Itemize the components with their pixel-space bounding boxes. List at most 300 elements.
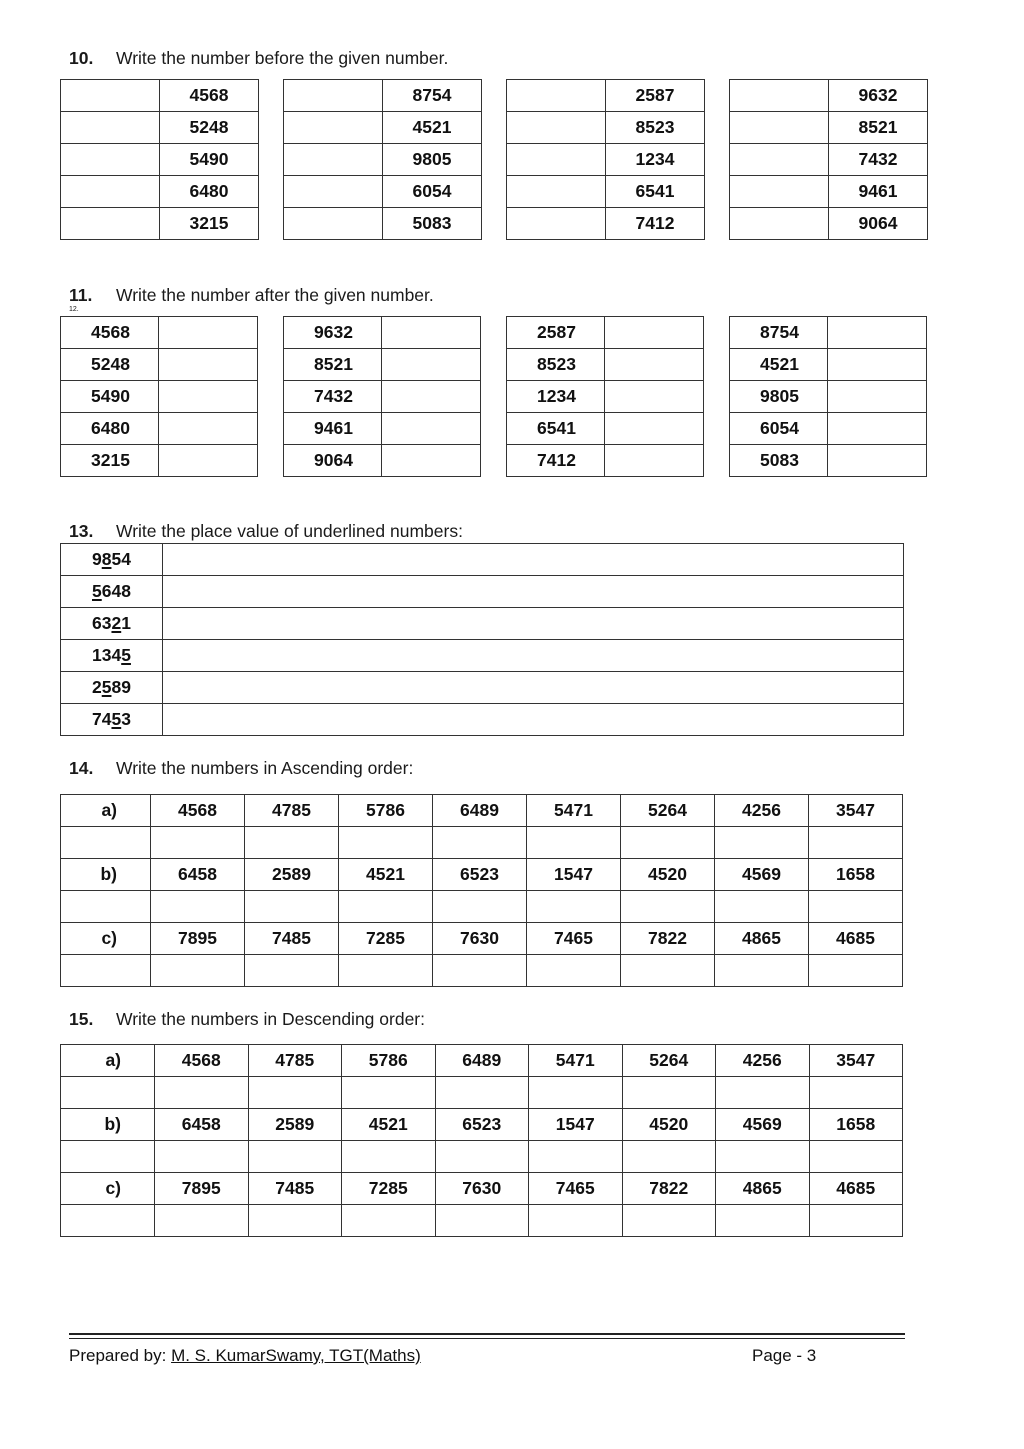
answer-row: [61, 1205, 903, 1237]
given-number-cell: 8523: [507, 349, 605, 381]
answer-cell: [151, 891, 245, 923]
table-row: [61, 923, 903, 955]
table-row: [61, 1045, 903, 1077]
underlined-digit: 5: [92, 581, 102, 601]
answer-cell: [159, 381, 258, 413]
number-cell: 5264: [621, 795, 715, 827]
answer-cell: [248, 1077, 342, 1109]
given-number-cell: 2587: [507, 317, 605, 349]
given-number-cell: 7412: [507, 445, 605, 477]
number-cell: [61, 672, 163, 704]
q11-table-4: [729, 316, 927, 477]
footer-rule-thick: [69, 1333, 905, 1335]
answer-cell: [382, 381, 481, 413]
answer-cell: [163, 704, 904, 736]
answer-cell: [382, 349, 481, 381]
number-cell: 4569: [716, 1109, 810, 1141]
answer-cell: [342, 1141, 436, 1173]
given-number-cell: 1234: [507, 381, 605, 413]
given-number-cell: 6480: [160, 176, 259, 208]
answer-cell: [507, 208, 606, 240]
number-cell: 1658: [809, 1109, 903, 1141]
answer-cell: [61, 112, 160, 144]
answer-cell: [527, 891, 621, 923]
underlined-digit: 8: [101, 549, 112, 569]
table-row: [61, 176, 259, 208]
given-number-cell: 5083: [383, 208, 482, 240]
given-number-cell: 9632: [284, 317, 382, 349]
answer-cell: [828, 349, 927, 381]
given-number-cell: 4521: [383, 112, 482, 144]
answer-cell: [284, 144, 383, 176]
table-row: [730, 317, 927, 349]
answer-cell: [245, 955, 339, 987]
answer-cell: [382, 413, 481, 445]
digits-after: 3: [121, 709, 131, 729]
answer-cell: [339, 827, 433, 859]
answer-cell: [716, 1077, 810, 1109]
answer-cell: [730, 80, 829, 112]
table-row: [507, 349, 704, 381]
answer-cell: [828, 381, 927, 413]
answer-cell: [605, 381, 704, 413]
answer-cell: [163, 608, 904, 640]
given-number-cell: 7432: [829, 144, 928, 176]
given-number-cell: 6541: [507, 413, 605, 445]
given-number-cell: 5490: [61, 381, 159, 413]
table-row: [284, 176, 482, 208]
q10-title: [69, 48, 448, 69]
answer-row: [61, 891, 903, 923]
table-row: [61, 672, 904, 704]
table-row: [61, 349, 258, 381]
number-cell: 4521: [339, 859, 433, 891]
answer-cell: [529, 1205, 623, 1237]
table-row: [507, 80, 705, 112]
underlined-digit: 2: [111, 613, 122, 633]
answer-cell: [61, 827, 151, 859]
number-cell: 6523: [435, 1109, 529, 1141]
table-row: [61, 317, 258, 349]
answer-cell: [435, 1141, 529, 1173]
given-number-cell: 9064: [829, 208, 928, 240]
given-number-cell: 9461: [829, 176, 928, 208]
table-row: [284, 80, 482, 112]
answer-cell: [715, 891, 809, 923]
answer-cell: [809, 1205, 903, 1237]
answer-cell: [435, 1205, 529, 1237]
row-label: a): [61, 795, 151, 827]
answer-cell: [622, 1077, 716, 1109]
digits-before: 63: [92, 613, 112, 633]
answer-cell: [716, 1205, 810, 1237]
q14-title: [69, 758, 413, 779]
number-cell: 4520: [621, 859, 715, 891]
number-cell: 6458: [151, 859, 245, 891]
table-row: [61, 576, 904, 608]
given-number-cell: 6480: [61, 413, 159, 445]
q13-title: [69, 521, 463, 542]
author-name: M. S. KumarSwamy, TGT(Maths): [171, 1346, 421, 1365]
digits-before: 9: [92, 549, 102, 569]
table-row: [507, 208, 705, 240]
answer-cell: [529, 1141, 623, 1173]
given-number-cell: 1234: [606, 144, 705, 176]
row-label: a): [61, 1045, 155, 1077]
answer-cell: [163, 544, 904, 576]
q15-number: 15.: [69, 1009, 94, 1029]
answer-cell: [155, 1141, 249, 1173]
q11-table-1: [60, 316, 258, 477]
table-row: [61, 704, 904, 736]
table-row: [507, 381, 704, 413]
answer-cell: [730, 208, 829, 240]
answer-row: [61, 955, 903, 987]
answer-cell: [339, 891, 433, 923]
table-row: [730, 208, 928, 240]
table-row: [507, 176, 705, 208]
answer-cell: [159, 413, 258, 445]
given-number-cell: 7412: [606, 208, 705, 240]
answer-cell: [730, 144, 829, 176]
number-cell: [61, 608, 163, 640]
answer-cell: [529, 1077, 623, 1109]
answer-cell: [382, 317, 481, 349]
table-row: [730, 144, 928, 176]
given-number-cell: 2587: [606, 80, 705, 112]
q10-table-1: [60, 79, 259, 240]
place-value-table: [60, 543, 904, 736]
number-cell: 4685: [809, 1173, 903, 1205]
number-cell: 4569: [715, 859, 809, 891]
table-row: [507, 413, 704, 445]
answer-cell: [342, 1077, 436, 1109]
q11-title: [69, 285, 434, 306]
page-number: Page - 3: [752, 1346, 817, 1365]
number-cell: 5786: [342, 1045, 436, 1077]
underlined-digit: 5: [101, 677, 112, 697]
number-cell: 4865: [716, 1173, 810, 1205]
table-row: [284, 381, 481, 413]
footer-prepared-by: [69, 1346, 421, 1366]
answer-cell: [151, 955, 245, 987]
table-row: [730, 112, 928, 144]
given-number-cell: 5248: [160, 112, 259, 144]
answer-cell: [433, 827, 527, 859]
q10-table-3: [506, 79, 705, 240]
number-cell: 6523: [433, 859, 527, 891]
answer-cell: [61, 955, 151, 987]
answer-cell: [715, 955, 809, 987]
answer-cell: [155, 1205, 249, 1237]
answer-cell: [730, 112, 829, 144]
table-row: [284, 349, 481, 381]
table-row: [284, 445, 481, 477]
q10-text: Write the number before the given number.: [116, 48, 449, 68]
number-cell: 4685: [809, 923, 903, 955]
number-cell: 5471: [527, 795, 621, 827]
table-row: [61, 544, 904, 576]
table-row: [61, 381, 258, 413]
number-cell: 4568: [151, 795, 245, 827]
answer-cell: [248, 1205, 342, 1237]
number-cell: 7822: [621, 923, 715, 955]
answer-cell: [155, 1077, 249, 1109]
stray-label: 12.: [69, 306, 79, 313]
given-number-cell: 7432: [284, 381, 382, 413]
answer-cell: [621, 827, 715, 859]
given-number-cell: 9805: [730, 381, 828, 413]
q13-text: Write the place value of underlined numbers:: [116, 521, 463, 541]
footer-rule-thin: [69, 1338, 905, 1339]
table-row: [61, 144, 259, 176]
table-row: [730, 413, 927, 445]
number-cell: 4520: [622, 1109, 716, 1141]
table-row: [61, 112, 259, 144]
answer-cell: [61, 176, 160, 208]
number-cell: 5264: [622, 1045, 716, 1077]
number-cell: 1658: [809, 859, 903, 891]
number-cell: 6489: [435, 1045, 529, 1077]
given-number-cell: 8521: [284, 349, 382, 381]
number-cell: [61, 640, 163, 672]
given-number-cell: 5248: [61, 349, 159, 381]
answer-cell: [605, 413, 704, 445]
number-cell: 4785: [245, 795, 339, 827]
answer-cell: [163, 576, 904, 608]
number-cell: 7822: [622, 1173, 716, 1205]
table-row: [284, 208, 482, 240]
digits-after: 54: [111, 549, 131, 569]
answer-cell: [715, 827, 809, 859]
number-cell: [61, 576, 163, 608]
answer-cell: [61, 891, 151, 923]
q11-text: Write the number after the given number.: [116, 285, 434, 305]
given-number-cell: 6054: [383, 176, 482, 208]
number-cell: 1547: [529, 1109, 623, 1141]
number-cell: 7285: [339, 923, 433, 955]
answer-cell: [622, 1141, 716, 1173]
given-number-cell: 3215: [160, 208, 259, 240]
answer-cell: [163, 672, 904, 704]
underlined-digit: 5: [121, 645, 131, 665]
number-cell: 4256: [716, 1045, 810, 1077]
table-row: [61, 413, 258, 445]
answer-cell: [527, 827, 621, 859]
table-row: [730, 349, 927, 381]
given-number-cell: 9461: [284, 413, 382, 445]
given-number-cell: 8754: [730, 317, 828, 349]
answer-cell: [435, 1077, 529, 1109]
row-label: b): [61, 1109, 155, 1141]
q10-number: 10.: [69, 48, 94, 68]
answer-cell: [163, 640, 904, 672]
number-cell: 3547: [809, 1045, 903, 1077]
number-cell: 7465: [527, 923, 621, 955]
given-number-cell: 5083: [730, 445, 828, 477]
given-number-cell: 5490: [160, 144, 259, 176]
number-cell: 2589: [248, 1109, 342, 1141]
row-label: c): [61, 1173, 155, 1205]
answer-cell: [151, 827, 245, 859]
answer-cell: [382, 445, 481, 477]
answer-cell: [605, 445, 704, 477]
prepared-label: Prepared by:: [69, 1346, 172, 1365]
table-row: [61, 859, 903, 891]
q10-table-4: [729, 79, 928, 240]
answer-cell: [809, 1141, 903, 1173]
answer-cell: [507, 112, 606, 144]
answer-cell: [507, 80, 606, 112]
answer-cell: [605, 317, 704, 349]
answer-cell: [61, 1077, 155, 1109]
number-cell: [61, 704, 163, 736]
given-number-cell: 8754: [383, 80, 482, 112]
number-cell: 2589: [245, 859, 339, 891]
number-cell: 7485: [248, 1173, 342, 1205]
q11-table-3: [506, 316, 704, 477]
answer-cell: [507, 144, 606, 176]
answer-cell: [828, 445, 927, 477]
table-row: [61, 795, 903, 827]
answer-cell: [284, 80, 383, 112]
row-label: b): [61, 859, 151, 891]
answer-cell: [284, 176, 383, 208]
q10-table-2: [283, 79, 482, 240]
answer-row: [61, 1077, 903, 1109]
descending-order-table: [60, 1044, 903, 1237]
table-row: [61, 445, 258, 477]
given-number-cell: 6054: [730, 413, 828, 445]
given-number-cell: 4521: [730, 349, 828, 381]
q14-number: 14.: [69, 758, 94, 778]
answer-cell: [248, 1141, 342, 1173]
table-row: [284, 112, 482, 144]
answer-cell: [61, 1205, 155, 1237]
number-cell: 5471: [529, 1045, 623, 1077]
answer-cell: [159, 445, 258, 477]
table-row: [61, 1109, 903, 1141]
answer-cell: [809, 1077, 903, 1109]
number-cell: 7630: [435, 1173, 529, 1205]
answer-cell: [622, 1205, 716, 1237]
number-cell: 7285: [342, 1173, 436, 1205]
given-number-cell: 3215: [61, 445, 159, 477]
answer-cell: [809, 827, 903, 859]
answer-cell: [245, 827, 339, 859]
number-cell: 6489: [433, 795, 527, 827]
answer-cell: [245, 891, 339, 923]
number-cell: 4521: [342, 1109, 436, 1141]
answer-cell: [527, 955, 621, 987]
given-number-cell: 4568: [61, 317, 159, 349]
answer-cell: [339, 955, 433, 987]
answer-cell: [159, 349, 258, 381]
table-row: [507, 144, 705, 176]
table-row: [61, 1173, 903, 1205]
q11-number: 11.: [69, 285, 93, 305]
table-row: [61, 80, 259, 112]
table-row: [730, 445, 927, 477]
table-row: [284, 413, 481, 445]
number-cell: 6458: [155, 1109, 249, 1141]
number-cell: 1547: [527, 859, 621, 891]
answer-cell: [61, 1141, 155, 1173]
table-row: [730, 176, 928, 208]
number-cell: 3547: [809, 795, 903, 827]
answer-cell: [342, 1205, 436, 1237]
table-row: [507, 445, 704, 477]
answer-cell: [828, 413, 927, 445]
given-number-cell: 9805: [383, 144, 482, 176]
table-row: [730, 80, 928, 112]
table-row: [61, 208, 259, 240]
table-row: [284, 144, 482, 176]
digits-before: 74: [92, 709, 112, 729]
number-cell: 7895: [151, 923, 245, 955]
digits-before: 134: [92, 645, 122, 665]
number-cell: 7465: [529, 1173, 623, 1205]
given-number-cell: 8521: [829, 112, 928, 144]
answer-cell: [433, 891, 527, 923]
answer-cell: [621, 955, 715, 987]
given-number-cell: 8523: [606, 112, 705, 144]
q13-number: 13.: [69, 521, 94, 541]
digits-after: 648: [101, 581, 131, 601]
answer-row: [61, 1141, 903, 1173]
answer-cell: [159, 317, 258, 349]
given-number-cell: 9632: [829, 80, 928, 112]
answer-cell: [284, 112, 383, 144]
answer-cell: [433, 955, 527, 987]
answer-cell: [605, 349, 704, 381]
answer-cell: [809, 955, 903, 987]
number-cell: 7895: [155, 1173, 249, 1205]
table-row: [284, 317, 481, 349]
given-number-cell: 6541: [606, 176, 705, 208]
given-number-cell: 9064: [284, 445, 382, 477]
number-cell: 4785: [248, 1045, 342, 1077]
digits-after: 1: [121, 613, 131, 633]
number-cell: 7485: [245, 923, 339, 955]
q14-text: Write the numbers in Ascending order:: [116, 758, 414, 778]
q15-text: Write the numbers in Descending order:: [116, 1009, 425, 1029]
number-cell: 4865: [715, 923, 809, 955]
q11-table-2: [283, 316, 481, 477]
q15-title: [69, 1009, 425, 1030]
answer-cell: [828, 317, 927, 349]
given-number-cell: 4568: [160, 80, 259, 112]
table-row: [61, 608, 904, 640]
answer-cell: [507, 176, 606, 208]
answer-cell: [730, 176, 829, 208]
number-cell: 4568: [155, 1045, 249, 1077]
underlined-digit: 5: [111, 709, 122, 729]
number-cell: [61, 544, 163, 576]
table-row: [507, 112, 705, 144]
answer-cell: [284, 208, 383, 240]
row-label: c): [61, 923, 151, 955]
digits-before: 2: [92, 677, 102, 697]
digits-after: 89: [111, 677, 131, 697]
answer-cell: [61, 208, 160, 240]
answer-cell: [61, 80, 160, 112]
table-row: [507, 317, 704, 349]
answer-cell: [716, 1141, 810, 1173]
number-cell: 4256: [715, 795, 809, 827]
number-cell: 5786: [339, 795, 433, 827]
number-cell: 7630: [433, 923, 527, 955]
